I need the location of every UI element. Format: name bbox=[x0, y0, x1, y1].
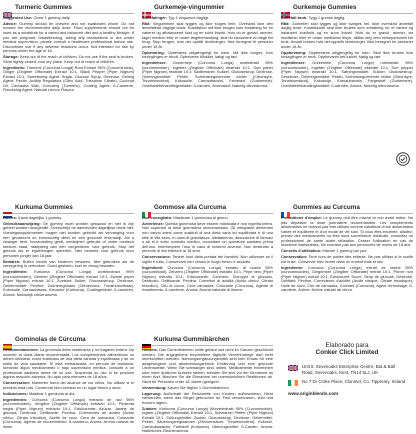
label-paragraph bbox=[142, 255, 273, 264]
label-paragraph bbox=[281, 61, 413, 88]
label-paragraph bbox=[3, 348, 134, 380]
gmp-seal-icon bbox=[396, 152, 410, 166]
label-paragraph bbox=[281, 266, 413, 293]
paragraph-heading: Oppbevaring: bbox=[281, 49, 307, 55]
section-title: Kurkuma Gummies bbox=[15, 204, 73, 211]
denmark-flag-icon bbox=[142, 5, 151, 11]
section-title: Gommose alla Curcuma bbox=[154, 204, 227, 211]
label-paragraph bbox=[3, 260, 134, 269]
label-paragraph bbox=[3, 270, 134, 297]
ireland-flag-icon bbox=[288, 380, 298, 386]
manufacturer-block bbox=[278, 332, 416, 416]
label-paragraph bbox=[142, 266, 273, 293]
section-dutch bbox=[0, 200, 137, 332]
produced-by-label: Elaborado para bbox=[325, 342, 369, 349]
paragraph-heading: Ingredientes: bbox=[3, 396, 28, 402]
paragraph-heading: Uso consigliato: bbox=[142, 215, 173, 220]
section-body bbox=[142, 16, 273, 88]
paragraph-heading: Suggested Use: bbox=[3, 15, 33, 20]
paragraph-heading: Storage: bbox=[3, 54, 19, 60]
paragraph-text: Oppbevares utilgjengelig for barn. Skal ikke brukes hvis forseglingen er brutt. Oppbevares tett lukket, kjølig og tørt. bbox=[281, 49, 413, 60]
netherlands-flag-icon bbox=[3, 205, 12, 211]
paragraph-heading: Recomendaciones: bbox=[3, 347, 39, 352]
paragraph-heading: Conservazione: bbox=[142, 254, 171, 260]
paragraph-heading: Ingredienser: bbox=[142, 60, 167, 66]
label-paragraph bbox=[3, 22, 134, 54]
germany-flag-icon bbox=[142, 337, 151, 343]
paragraph-heading: Verwendung: bbox=[142, 384, 167, 390]
paragraph-text: La gominola debe masticarse y no tragarse entera. No exceder la dosis diaria recomendada. Los complementos alimenticios no deben utilizarse como sustitutos de una dieta variada y equilibrada y de un estilo de vida saludable. Si está embarazada, en período de lactancia, tomando algún medicamento o bajo supervisión médica, consulte a un profesional sanitario antes de su uso. Suspenda su uso si se produce alguna reacción adversa. No apto para menores de 18 años. bbox=[3, 347, 134, 380]
section-body bbox=[3, 16, 134, 93]
paragraph-text: Mantener fuera del alcance de los niños. No utilizar si el precinto está roto. Conservar bien cerrado en un lugar fresco y seco. bbox=[3, 380, 134, 390]
section-title: Turmeric Gummies bbox=[15, 4, 72, 11]
norway-flag-icon bbox=[281, 5, 290, 11]
paragraph-text: Kurkuma (Curcuma Longa) wortelextract 95% (curcuminoiden), Gember (Zingiber Officinale) extract 10:1, Zwarte peper (Piper Nigrum) extract 10:1, Zoetstof: Suiker, Glucosestroop, Dextrose, Geleermiddel: Pectine, Zuurteregelaars (Citroenzuur, Trinatriumcitraat), Kokosolie, Carnaubawas, Kleurstof (Kurkuma), Coatingmiddel: ß-caroteen, Aroma: Natuurlijk citroenaroma. bbox=[3, 269, 134, 297]
label-paragraph bbox=[142, 16, 273, 21]
label-paragraph bbox=[142, 51, 273, 60]
label-paragraph bbox=[281, 16, 413, 21]
label-paragraph bbox=[3, 398, 134, 430]
paragraph-heading: Advies: bbox=[3, 215, 18, 220]
paragraph-heading: Ingrédients: bbox=[281, 264, 304, 270]
section-body bbox=[142, 348, 273, 434]
paragraph-text: Curcuma (Curcuma Longa) extrait de racine 95% (curcuminoïdes), Gingembre (Zingiber Officinale) extrait 10:1, Poivre noir (Piper Nigrum) extrait 10:1, Édulcorant: Sucre, Sirop de glucose, Dextrose, Gélifiant: Pectine, Correcteurs d'acidité (Acide citrique, Citrate trisodique), Huile de coco, Cire de carnauba, Colorant (Curcuma), Agent d'enrobage: ß-carotène, Arôme: Arôme naturel de citron. bbox=[281, 264, 413, 293]
paragraph-heading: Avvertenze: bbox=[142, 220, 164, 226]
label-paragraph bbox=[142, 348, 273, 384]
address-uk bbox=[288, 364, 406, 375]
section-spanish bbox=[0, 332, 137, 429]
paragraph-heading: Råd: bbox=[281, 20, 290, 26]
paragraph-heading: Anbefalt bruk: bbox=[281, 15, 308, 20]
paragraph-heading: Conservation: bbox=[281, 254, 308, 260]
paragraph-text: Masticar 1 gominola al día. bbox=[28, 390, 76, 396]
paragraph-text: Tenere fuori dalla portata dei bambini. Non utilizzare se il sigillo è rotto. Conservare ben chiuso in luogo fresco e asciutto. bbox=[142, 254, 274, 264]
label-paragraph bbox=[3, 392, 134, 397]
france-flag-icon bbox=[281, 205, 290, 211]
paragraph-heading: Zutaten: bbox=[142, 405, 158, 411]
label-paragraph bbox=[281, 255, 413, 264]
section-title: Gurkemeje-vingummier bbox=[154, 4, 225, 11]
website-link[interactable]: www.originblends.com bbox=[288, 391, 339, 397]
paragraph-text: Questa gommosa deve essere masticata e non ingerita intera. Non superare la dose giornaliera raccomandata. Gli integratori alimentari non vanno intesi come sostituti di una dieta varia ed equilibrata e di uno stile di vita sano. In caso di gravidanza, allattamento, assunzione di farmaci o se si è sotto controllo medico, consultare un operatore sanitario prima dell'uso. Interrompere l'uso in caso di reazioni avverse. Non destinato a persone di età inferiore ai 18 anni. bbox=[142, 220, 273, 254]
label-paragraph bbox=[281, 249, 413, 254]
section-german bbox=[139, 332, 276, 434]
label-paragraph bbox=[3, 216, 134, 221]
paragraph-text: De gummy moet worden gekauwd en niet in zijn geheel worden doorgeslikt. Overschrijd de aanbevolen dagelijkse dosis niet. Voedingssupplementen mogen niet worden gebruikt als vervanging voor een gevarieerd en evenwichtig dieet en een gezonde levensstijl. Als u zwanger bent, borstvoeding geeft, medicijnen gebruikt of onder medisch toezicht staat, raadpleeg dan een zorgverlener voor gebruik. Stop het gebruik als er bijwerkingen optreden. Niet bedoeld voor gebruik door personen jonger dan 18 jaar. bbox=[3, 220, 134, 258]
label-paragraph bbox=[142, 22, 273, 49]
address-ireland bbox=[288, 379, 406, 386]
paragraph-text: Gummy should be chewed and not swallowed whole. Do not exceed the recommended daily dose. Food supplements should not be used as a substitute for a varied and balanced diet and a healthy lifestyle. If you are pregnant, breastfeeding, taking any medications or are under medical supervision, please consult a healthcare professional before use. Discontinue use if any adverse reactions occur. Not intended for use by persons under the age of 18. bbox=[3, 20, 134, 54]
section-norwegian bbox=[278, 0, 416, 200]
label-paragraph bbox=[281, 22, 413, 49]
section-danish bbox=[139, 0, 276, 200]
paragraph-text: Das Gummibärchen sollte gekaut und nicht im Ganzen geschluckt werden. Die angegebene empfohlene tägliche Verzehrmenge darf nicht überschritten werden. Nahrungsergänzungsmittel sind kein Ersatz für eine ausgewogene und abwechslungsreiche Ernährung und eine gesunde Lebensweise. Wenn Sie schwanger sind, stillen, Medikamente einnehmen oder unter ärztlicher Aufsicht stehen, wenden Sie sich vor der Einnahme an einen Arzt. Brechen Sie die Einnahme bei unerwünschten Reaktionen ab. Nicht für Personen unter 18 Jahren geeignet. bbox=[142, 347, 273, 384]
paragraph-heading: Ingrediënten: bbox=[3, 269, 28, 275]
paragraph-heading: Conseils d'utilisation: bbox=[281, 248, 322, 254]
label-paragraph bbox=[281, 51, 413, 60]
paragraph-text: Kauen Sie täglich 1 Gummibärchen. bbox=[167, 384, 230, 390]
paragraph-text: Keep out of the reach of children. Do not use if the seal is broken. Store tightly closed, cool dry place. Keep out of reach of children. bbox=[3, 54, 134, 64]
label-paragraph bbox=[142, 61, 273, 88]
paragraph-text: Le gummy doit être mâché et non avalé entier. Ne pas dépasser la dose journalière recommandée. Les compléments alimentaires ne doivent pas être utilisés comme substituts d'une alimentation variée et équilibrée et d'un mode de vie sain. Si vous êtes enceinte, allaitez, prenez des médicaments ou êtes sous surveillance médicale, consultez un professionnel de santé avant utilisation. Cesser l'utilisation en cas de réactions indésirables. Ne convient pas aux personnes de moins de 18 ans. bbox=[281, 215, 414, 248]
paragraph-heading: Gebruiksaanwijzing: bbox=[3, 220, 41, 226]
spain-flag-icon bbox=[3, 337, 12, 343]
paragraph-heading: Ingredients: bbox=[3, 64, 26, 70]
address-text: No 7 Dr Croke Place, Clonmel, Co. Tipperary, Ireland bbox=[302, 379, 406, 385]
section-title: Kurkuma Gummibärchen bbox=[154, 336, 230, 343]
label-paragraph bbox=[3, 381, 134, 390]
section-french bbox=[278, 200, 416, 332]
paragraph-text: Vingummien skal tygges og ikke sluges hele. Overskrid ikke den anbefalede daglige dosis. Kosttilskud må ikke bruges som erstatning for en varieret og afbalanceret kost og en sund livsstil. Hvis du er gravid, ammer, tager medicin eller er under lægebehandling, skal du konsultere en læge før brug. Stop brugen, hvis der opstår bivirkninger. Ikke beregnet til personer under 18 år. bbox=[142, 20, 273, 49]
section-body bbox=[3, 348, 134, 429]
paragraph-text: Tyg 1 vingummi dagligt. bbox=[168, 15, 209, 20]
paragraph-text: Cúrcuma (Curcuma Longa) extracto de raíz 95% (curcuminoides), Jengibre (Zingiber Officinale) extracto 10:1, Pimienta negra (Piper Nigrum) extracto 10:1, Edulcorante: Azúcar, Jarabe de glucosa, Dextrosa, Gelificante: Pectina, Correctores de acidez (Ácido cítrico, Citrato trisódico), Aceite de coco, Cera de carnauba, Colorante (Cúrcuma), Agente de recubrimiento: ß-caroteno, Aroma: Aroma natural de limón. bbox=[3, 396, 134, 429]
paragraph-heading: Ingredienser: bbox=[281, 60, 306, 66]
uk-flag-icon bbox=[3, 5, 12, 11]
label-paragraph bbox=[142, 386, 273, 391]
section-italian bbox=[139, 200, 276, 332]
section-title: Gummies au Curcuma bbox=[293, 204, 360, 211]
section-body bbox=[3, 216, 134, 297]
paragraph-text: Mâcher 1 gummy par jour. bbox=[322, 248, 368, 254]
paragraph-text: Opbevares utilgængeligt for børn. Må ikke bruges, hvis forseglingen er brudt. Opbevares tillukket, køligt og tørt. bbox=[142, 49, 274, 60]
italy-flag-icon bbox=[142, 205, 151, 211]
paragraph-text: Kurkuma (Curcuma Longa) Wurzelextrakt 95% (Curcuminoide), Ingwer (Zingiber Officinale) Extrakt 10:1, Schwarzer Pfeffer (Piper Nigrum) Extrakt 10:1, Süßungsmittel: Zucker, Glukosesirup, Dextrose, Geliermittel: Pektin, Säuerungsregulatoren (Zitronensäure, Trinatriumcitrat), Kokosöl, Carnaubawachs, Farbstoff (Kurkuma), Überzugsmittel: ß-Carotin, Aroma: Natürliches Zitronenaroma. bbox=[142, 405, 273, 434]
paragraph-text: Turmeric (Curcuma Longa) Root Extract 95% (Curcuminoids), Ginger (Zingiber Officinale) Extract 10:1, Black Pepper (Piper Nigrum) Extract 10:1, Sweetening Agent: Sugar, Glucose Syrup, Dextrose, Gelling Agent: Pectin, Acidity Regulators (Citric Acid, Trisodium Citrate), Coconut Oil, Carnauba Wax, Colouring (Turmeric), Coating Agent: ß-Carotene, Flavouring Agent: Natural Lemon Flavour. bbox=[3, 64, 135, 93]
paragraph-text: Gurkemeie (Curcuma Longa) rotekstrakt 95% (curcuminoider), Ingefær (Zingiber Officinale) ekstrakt 10:1, Sort pepper (Piper Nigrum) ekstrakt 10:1, Søtningsmiddel: Sukker, Glukosesirup, Dekstrose, Geleringsmiddel: Pektin, Surhetsregulerende midler (Sitronsyre, Trinatriumsitrat), Kokosolje, Karnaubavoks, Fargestoff (Gurkemeie), Overflatebehandlingsmiddel: ß-karoten, Aroma: Naturlig sitronaroma. bbox=[281, 60, 413, 88]
paragraph-heading: Lagerung: bbox=[142, 390, 162, 396]
paragraph-text: Gurkemeje (Curcuma Longa) rodekstrakt 95% (curcuminoider), Ingefær (Zingiber Officinale) ekstrakt 10:1, Sort peber (Piper Nigrum) ekstrakt 10:1, Sødemiddel: Sukker, Glukosesirup, Dextrose, Geleringsmiddel: Pektin, Surhedsregulerende midler (Citronsyre, Trinatriumcitrat), Kokosolie, Carnaubavoks, Farvestof (Gurkemeje), Overfladebehandlingsmiddel: ß-caroten, Aromastof: Naturlig citronaroma. bbox=[142, 60, 273, 88]
paragraph-heading: Advice: bbox=[3, 20, 18, 26]
section-body bbox=[281, 16, 413, 88]
paragraph-heading: Råd: bbox=[142, 20, 151, 26]
paragraph-heading: Précautions d'emploi: bbox=[281, 215, 322, 220]
section-title: Gominolas de Cúrcuma bbox=[15, 336, 86, 343]
section-title: Gurkemoje Gummies bbox=[293, 4, 357, 11]
section-english bbox=[0, 0, 137, 200]
label-paragraph bbox=[142, 216, 273, 221]
label-paragraph bbox=[142, 407, 273, 434]
section-body bbox=[142, 216, 273, 293]
label-paragraph bbox=[3, 222, 134, 258]
paragraph-heading: Ingredienti: bbox=[142, 264, 164, 270]
paragraph-text: Buiten bereik van kinderen bewaren. Niet gebruiken als de verzegeling is verbroken. Goed gesloten, koel en droog bewaren. bbox=[3, 258, 134, 269]
paragraph-heading: Opbevaring: bbox=[142, 49, 165, 55]
address-text: Unit 8, Sevenoaks Enterprise Centre, Bat & Ball Road, Sevenoaks, Kent, TN14 5LJ, UK bbox=[302, 364, 395, 375]
label-paragraph bbox=[3, 66, 134, 93]
paragraph-heading: Conservación: bbox=[3, 380, 31, 386]
paragraph-text: Tenir hors de portée des enfants. Ne pas utiliser si le scellé est brisé. Conserver bien fermé dans un endroit frais et sec. bbox=[281, 254, 414, 264]
paragraph-text: Tygg 1 gummi daglig. bbox=[308, 15, 346, 20]
uk-flag-icon bbox=[288, 365, 298, 371]
paragraph-text: Kauw dagelijks 1 gummy. bbox=[18, 215, 62, 220]
paragraph-text: Chew 1 gummy daily. bbox=[33, 15, 71, 20]
paragraph-text: Gummien skal tygges og ikke svelges hel. Ikke overskrid anbefalt daglig dose. Kosttilskudd skal ikke brukes som erstatning for et variert og balansert kosthold og en sunn livsstil. Hvis du er gravid, ammer, tar medisiner eller er under medisinsk tilsyn, rådfør deg med helsepersonell før bruk. Avslutt bruken hvis det oppstår bivirkninger. Ikke beregnet for personer under 18 år. bbox=[281, 20, 413, 49]
label-paragraph bbox=[142, 392, 273, 406]
section-body bbox=[281, 216, 413, 293]
paragraph-heading: Anbefalinger: bbox=[142, 15, 168, 20]
paragraph-heading: Bewaren: bbox=[3, 258, 21, 264]
paragraph-text: Außerhalb der Reichweite von Kindern aufbewahren. Nicht verwenden, wenn das Siegel gebrochen ist. Fest verschlossen, kühl und trocken lagern. bbox=[142, 390, 273, 405]
label-paragraph bbox=[3, 16, 134, 21]
label-paragraph bbox=[281, 216, 413, 248]
label-paragraph bbox=[142, 222, 273, 254]
paragraph-text: Curcuma (Curcuma Longa) estratto di radice 95% (curcuminoidi), Zenzero (Zingiber Officinale) estratto 10:1, Pepe nero (Piper Nigrum) estratto 10:1, Edulcorante: Zucchero, Sciroppo di glucosio, Destrosio, Gelificante: Pectina, Correttori di acidità (Acido citrico, Citrato trisodico), Olio di cocco, Cera carnauba, Colorante (Curcuma), Agente di rivestimento: ß-carotene, Aroma: Aroma naturale di limone. bbox=[142, 264, 273, 293]
paragraph-text: Masticare 1 gommosa al giorno. bbox=[173, 215, 229, 220]
paragraph-heading: Hinweis: bbox=[142, 347, 158, 352]
label-paragraph bbox=[3, 55, 134, 64]
company-name: Conker Click Limited bbox=[315, 349, 379, 356]
paragraph-heading: Indicaciones: bbox=[3, 390, 28, 396]
